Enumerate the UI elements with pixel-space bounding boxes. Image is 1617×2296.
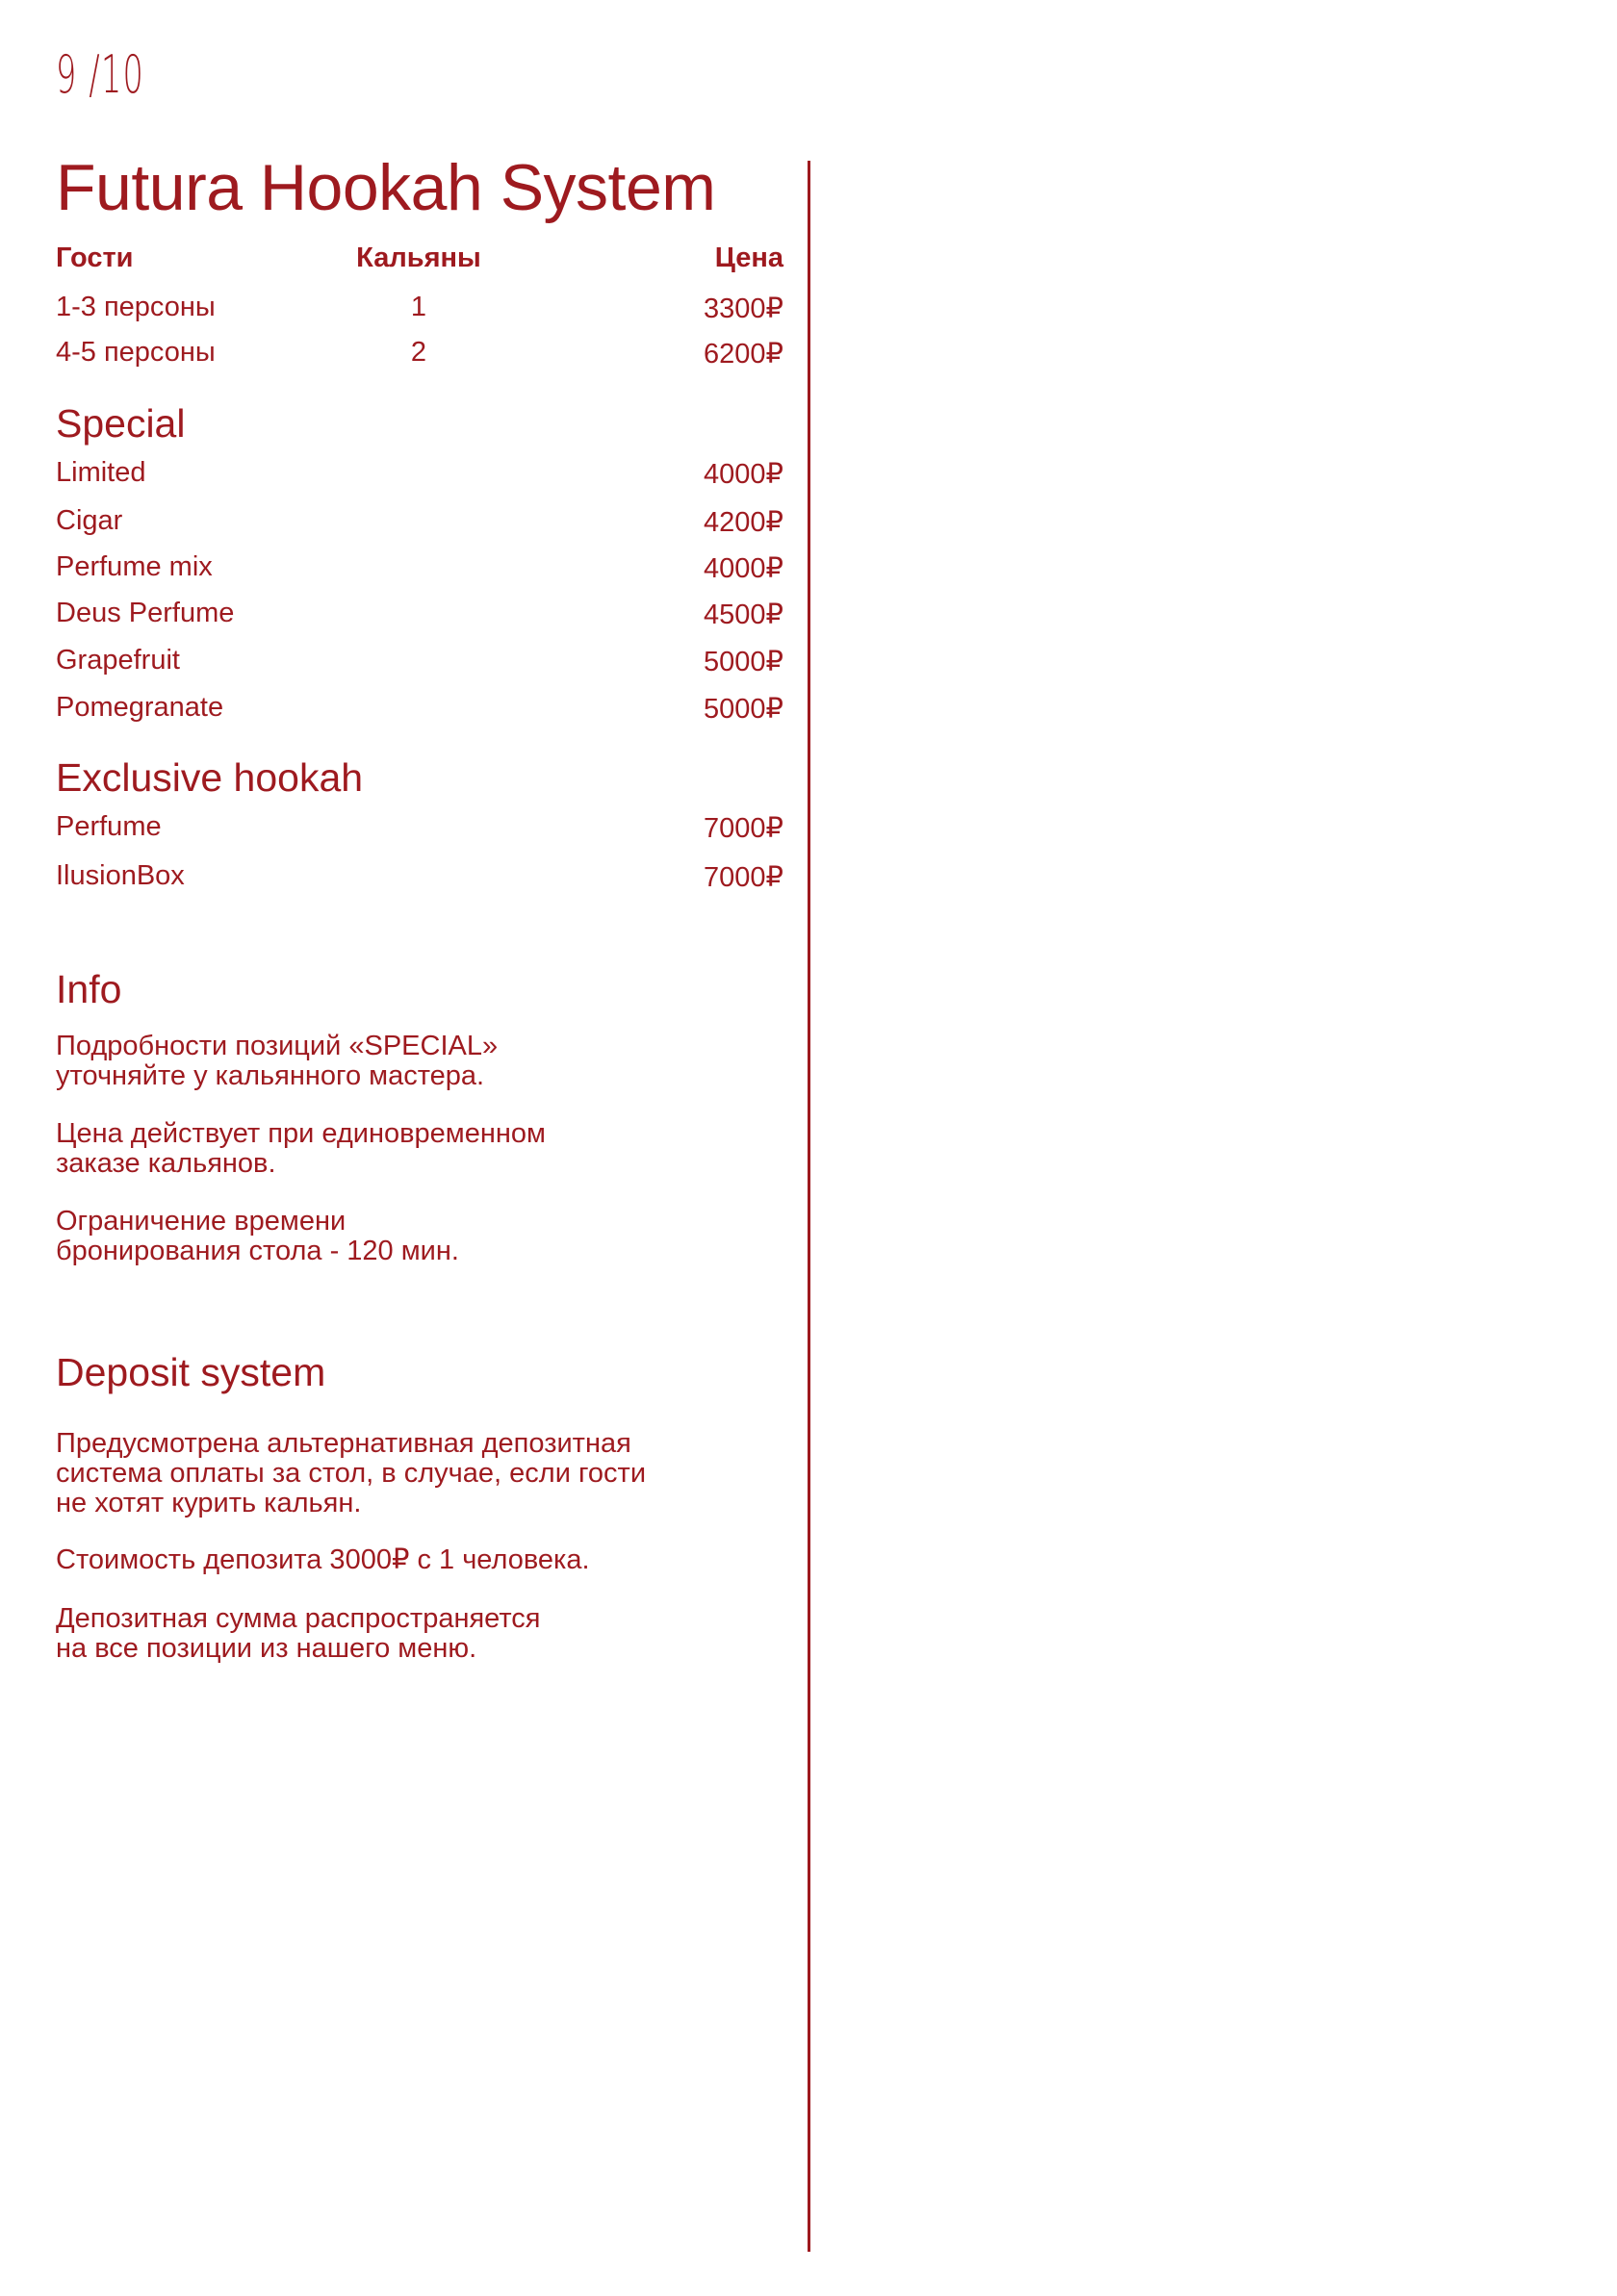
list-item <box>56 505 783 544</box>
row-hookahs: 1 <box>410 292 427 322</box>
page-number: 9 /10 <box>56 44 145 105</box>
row-price: 6200₽ <box>704 339 783 370</box>
item-price: 4200₽ <box>704 507 783 538</box>
row-hookahs: 2 <box>410 337 427 368</box>
item-name: Grapefruit <box>56 645 180 676</box>
item-name: Limited <box>56 457 146 488</box>
item-price: 5000₽ <box>704 694 783 725</box>
item-name: IlusionBox <box>56 860 185 891</box>
item-price: 4500₽ <box>704 600 783 630</box>
deposit-paragraph: Предусмотрена альтернативная депозитная система оплаты за стол, в случае, если гости не хотят курить кальян. <box>56 1428 647 1518</box>
list-item <box>56 551 783 590</box>
list-item <box>56 692 783 730</box>
list-item <box>56 598 783 636</box>
item-name: Cigar <box>56 505 123 536</box>
exclusive-title: Exclusive hookah <box>56 755 364 800</box>
list-item <box>56 860 783 899</box>
table-header-row <box>56 242 783 281</box>
list-item <box>56 457 783 496</box>
item-price: 4000₽ <box>704 459 783 490</box>
page-title: Futura Hookah System <box>56 151 716 224</box>
header-hookahs: Кальяны <box>356 242 481 273</box>
table-row <box>56 292 783 330</box>
vertical-divider <box>808 161 810 2252</box>
list-item <box>56 645 783 683</box>
info-paragraph: Ограничение времени бронирования стола - 120 мин. <box>56 1206 459 1266</box>
table-row <box>56 337 783 375</box>
list-item <box>56 811 783 850</box>
info-title: Info <box>56 967 122 1011</box>
special-title: Special <box>56 401 186 446</box>
item-name: Pomegranate <box>56 692 224 723</box>
item-name: Perfume <box>56 811 162 842</box>
deposit-paragraph: Депозитная сумма распространяется на все позиции из нашего меню. <box>56 1603 541 1664</box>
info-paragraph: Подробности позиций «SPECIAL» уточняйте у кальянного мастера. <box>56 1031 499 1091</box>
row-price: 3300₽ <box>704 293 783 324</box>
row-guests: 4-5 персоны <box>56 337 216 368</box>
item-price: 7000₽ <box>704 862 783 893</box>
item-name: Deus Perfume <box>56 598 235 628</box>
header-guests: Гости <box>56 242 134 273</box>
item-price: 7000₽ <box>704 813 783 844</box>
deposit-paragraph: Стоимость депозита 3000₽ с 1 человека. <box>56 1544 590 1575</box>
header-price: Цена <box>714 242 783 273</box>
row-guests: 1-3 персоны <box>56 292 216 322</box>
info-paragraph: Цена действует при единовременном заказе кальянов. <box>56 1118 546 1179</box>
deposit-title: Deposit system <box>56 1350 326 1394</box>
item-price: 5000₽ <box>704 647 783 677</box>
item-name: Perfume mix <box>56 551 213 582</box>
item-price: 4000₽ <box>704 553 783 584</box>
